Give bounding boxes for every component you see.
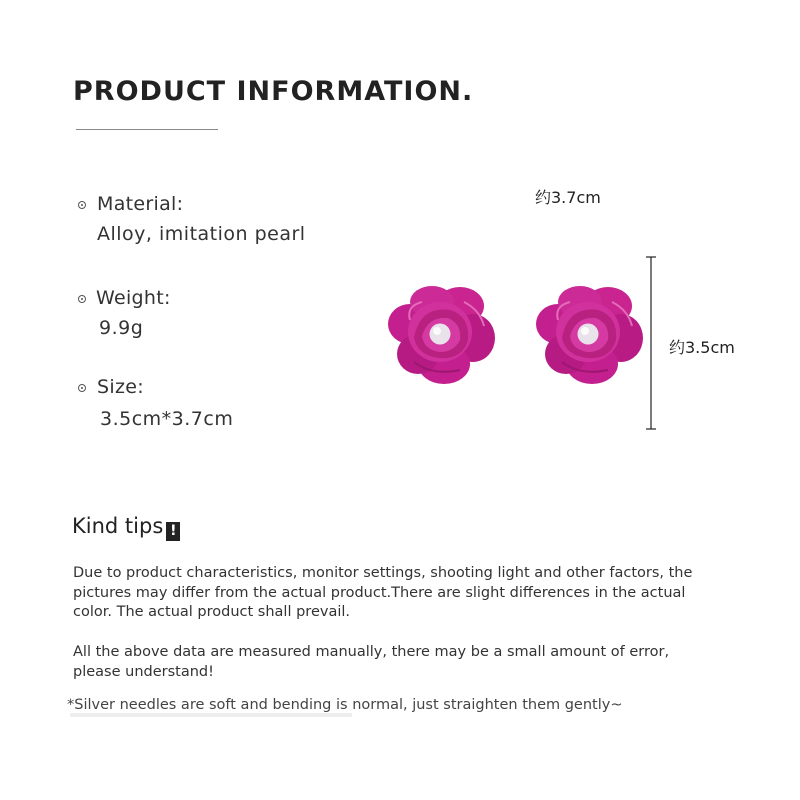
kind-tips-label: Kind tips bbox=[72, 514, 164, 538]
tips-paragraph-1: Due to product characteristics, monitor settings, shooting light and other factors, the pictures may differ from the actual product.There are slight differences in the actual color. The actual product shall prevail. bbox=[73, 565, 693, 620]
weight-value: 9.9g bbox=[99, 317, 144, 339]
size-label: Size: bbox=[97, 376, 144, 398]
circle-dot-icon bbox=[78, 295, 86, 303]
exclamation-icon: ! bbox=[166, 522, 180, 541]
material-value: Alloy, imitation pearl bbox=[97, 223, 306, 245]
material-label: Material: bbox=[97, 193, 184, 215]
circle-dot-icon bbox=[78, 201, 86, 209]
size-value: 3.5cm*3.7cm bbox=[100, 408, 234, 430]
tips-paragraph-2: All the above data are measured manually, there may be a small amount of error, please understand! bbox=[73, 644, 670, 680]
page-title: PRODUCT INFORMATION. bbox=[73, 76, 474, 107]
height-dimension-label: 约3.5cm bbox=[669, 338, 735, 357]
circle-dot-icon bbox=[78, 384, 86, 392]
weight-label: Weight: bbox=[96, 287, 171, 309]
title-underline bbox=[76, 129, 218, 130]
silver-needle-note: *Silver needles are soft and bending is normal, just straighten them gently~ bbox=[67, 697, 623, 713]
product-photo bbox=[370, 240, 670, 440]
note-highlight bbox=[70, 713, 352, 717]
width-dimension-label: 约3.7cm bbox=[535, 188, 601, 207]
kind-tips-heading bbox=[72, 514, 180, 541]
